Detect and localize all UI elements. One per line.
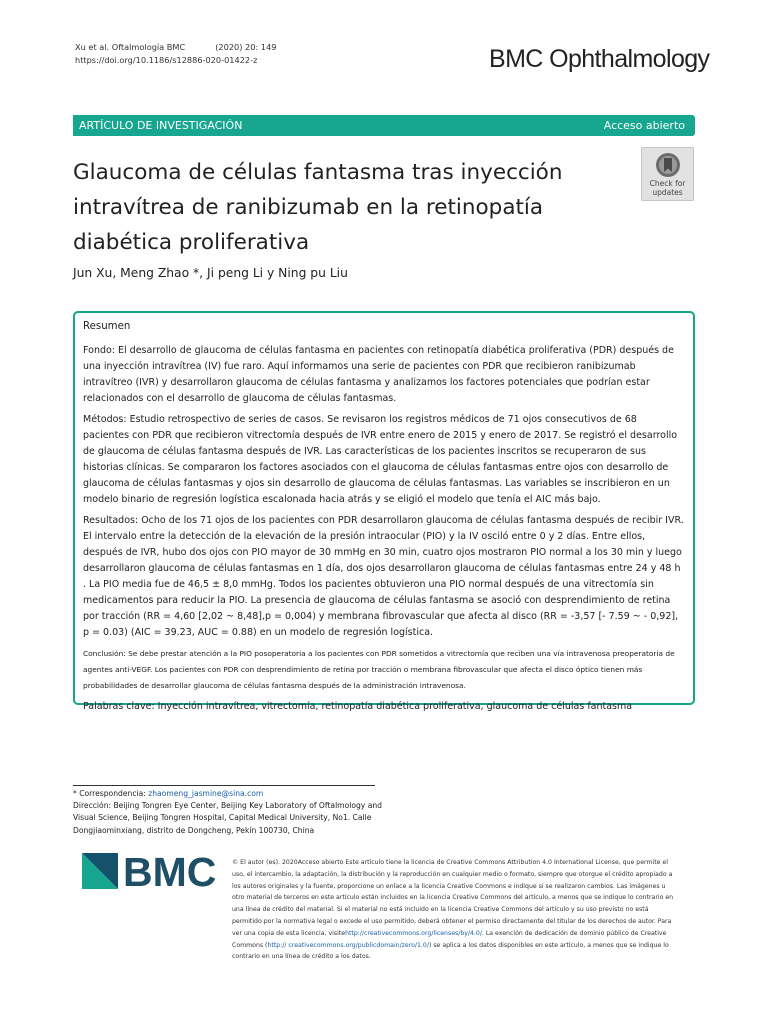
bmc-logo-text: BMC [123,853,217,889]
citation-ref: (2020) 20: 149 [215,42,277,52]
citation-source: Xu et al. Oftalmología BMC [75,42,186,52]
article-type-banner [73,115,695,136]
abstract-conclusion: Conclusión: Se debe prestar atención a la PIO posoperatoria a los pacientes con PDR sometidos a vitrectomía que reciben una vía intravenosa preoperatoria de agentes anti-VEGF. Los pacientes con PDR con desprendimiento de retina por tracción o membrana fibrovascular que afecta el disco óptico tienen más probabilidades de desarrollar glaucoma de células fantasma después de la administración intravenosa. [83,649,675,690]
bmc-logo [82,853,217,889]
abstract-box [73,311,695,712]
license-text: © El autor (es). 2020Acceso abierto Este artículo tiene la licencia de Creative Commons Attribution 4.0 International License, que permite el uso, el intercambio, la adaptación, la distribución y la reproducción en cualquier medio o formato, siempre que otorgue el crédito apropiado a los autores originales y la fuente, proporcione un enlace a la licencia Creative Commons e indique si se realizaron cambios. Las imágenes u otro material de terceros en este artículo están incluidos en la licencia Creative Commons del artículo, a menos que se indique lo contrario en una línea de crédito del material. Si el material no está incluido en la licencia Creative Commons del artículo y su uso previsto no está permitido por la normativa legal o excede el uso permitido, deberá obtener el permiso directamente del titular de los derechos de autor. Para ver una copia de esta licencia, visitehttp://creativecommons.org/licenses/by/4.0/. La exención de dedicación de dominio público de Creative Commons (http:// creativecommons.org/publicdomain/zero/1.0/) se aplica a los datos disponibles en este artículo, a menos que se indique lo contrario en una línea de crédito a los datos. [232,859,674,961]
correspondence-footnote [73,788,383,837]
badge-label: Check for updates [649,179,686,197]
abstract-results: Resultados: Ocho de los 71 ojos de los pacientes con PDR desarrollaron glaucoma de células fantasma después de recibir IVR. El intervalo entre la detección de la elevación de la presión intraocular (PIO) y la IV osciló entre 0 y 2 días. Entre ellos, después de IVR, hubo dos ojos con PIO mayor de 30 mmHg en 30 min, cuatro ojos mostraron PIO normal a los 30 min y luego desarrollaron glaucoma de células fantasmas en 1 día, dos ojos desarrollaron glaucoma de células fantasmas entre 24 y 48 h . La PIO media fue de 46,5 ± 8,0 mmHg. Todos los pacientes obtuvieron una PIO normal después de una vitrectomía sin medicamentos para reducir la PIO. La presencia de glaucoma de células fantasma se asoció con desprendimiento de retina por tracción (RR = 4,60 [2,02 ~ 8,48],p = 0,004) y membrana fibrovascular que afecta al disco (RR = -3,57 [- 7.59 ~ - 0,92], p = 0.03) (AIC = 39.23, AUC = 0.88) en un modelo de regresión logística. [83,515,684,638]
correspondence-label: * Correspondencia: [73,789,149,798]
public-domain-link[interactable]: http:// creativecommons.org/publicdomain/zero/1.0/ [267,941,429,949]
author-address: Dirección: Beijing Tongren Eye Center, Beijing Key Laboratory of Oftalmology and Visual Science, Beijing Tongren Hospital, Capital Medical University, No1. Calle Dongjiaominxiang, distrito de Dongcheng, Pekín 100730, China [73,801,382,835]
citation-block [75,41,276,67]
correspondence-email-link[interactable]: zhaomeng_jasmine@sina.com [148,789,264,798]
license-link[interactable]: http://creativecommons.org/licenses/by/4.0/ [345,929,482,937]
abstract-methods: Métodos: Estudio retrospectivo de series de casos. Se revisaron los registros médicos de 71 ojos consecutivos de 68 pacientes con PDR que recibieron vitrectomía después de IVR entre enero de 2015 y enero de 2017. Se registró el desarrollo de glaucoma de células fantasma después de IVR. Las características de los pacientes inscritos se recuperaron de sus historias clínicas. Se compararon los factores asociados con el glaucoma de células fantasmas entre ojos con desarrollo de glaucoma de células fantasmas y ojos sin desarrollo de glaucoma de células fantasmas. Las variables se inscribieron en un modelo binario de regresión logística escalonada hacia atrás y se eligió el modelo que tenía el AIC más bajo. [83,414,678,505]
open-access-label: Acceso abierto [603,119,685,132]
article-title: Glaucoma de células fantasma tras inyección intravítrea de ranibizumab en la retinopatía diabética proliferativa [73,160,563,255]
author-list: Jun Xu, Meng Zhao *, Ji peng Li y Ning pu Liu [73,266,348,280]
journal-name: BMC Ophthalmology [489,45,710,73]
doi-link[interactable]: https://doi.org/10.1186/s12886-020-01422-z [75,55,258,65]
bookmark-icon [655,152,681,179]
abstract-keywords: Palabras clave: Inyección intravítrea, vitrectomía, retinopatía diabética proliferativa, glaucoma de células fantasma [83,701,633,712]
article-type-label: ARTÍCULO DE INVESTIGACIÓN [79,119,243,132]
abstract-background: Fondo: El desarrollo de glaucoma de células fantasma en pacientes con retinopatía diabética proliferativa (PDR) después de una inyección intravítrea (IV) fue raro. Aquí informamos una serie de pacientes con PDR que recibieron ranibizumab intravítreo (IVR) y desarrollaron glaucoma de células fantasma y analizamos los factores potenciales que podrían estar relacionados con el desarrollo de glaucoma de células fantasmas. [83,345,674,404]
abstract-heading: Resumen [83,321,131,332]
check-for-updates-badge[interactable] [641,147,694,201]
footnote-divider [73,785,375,786]
